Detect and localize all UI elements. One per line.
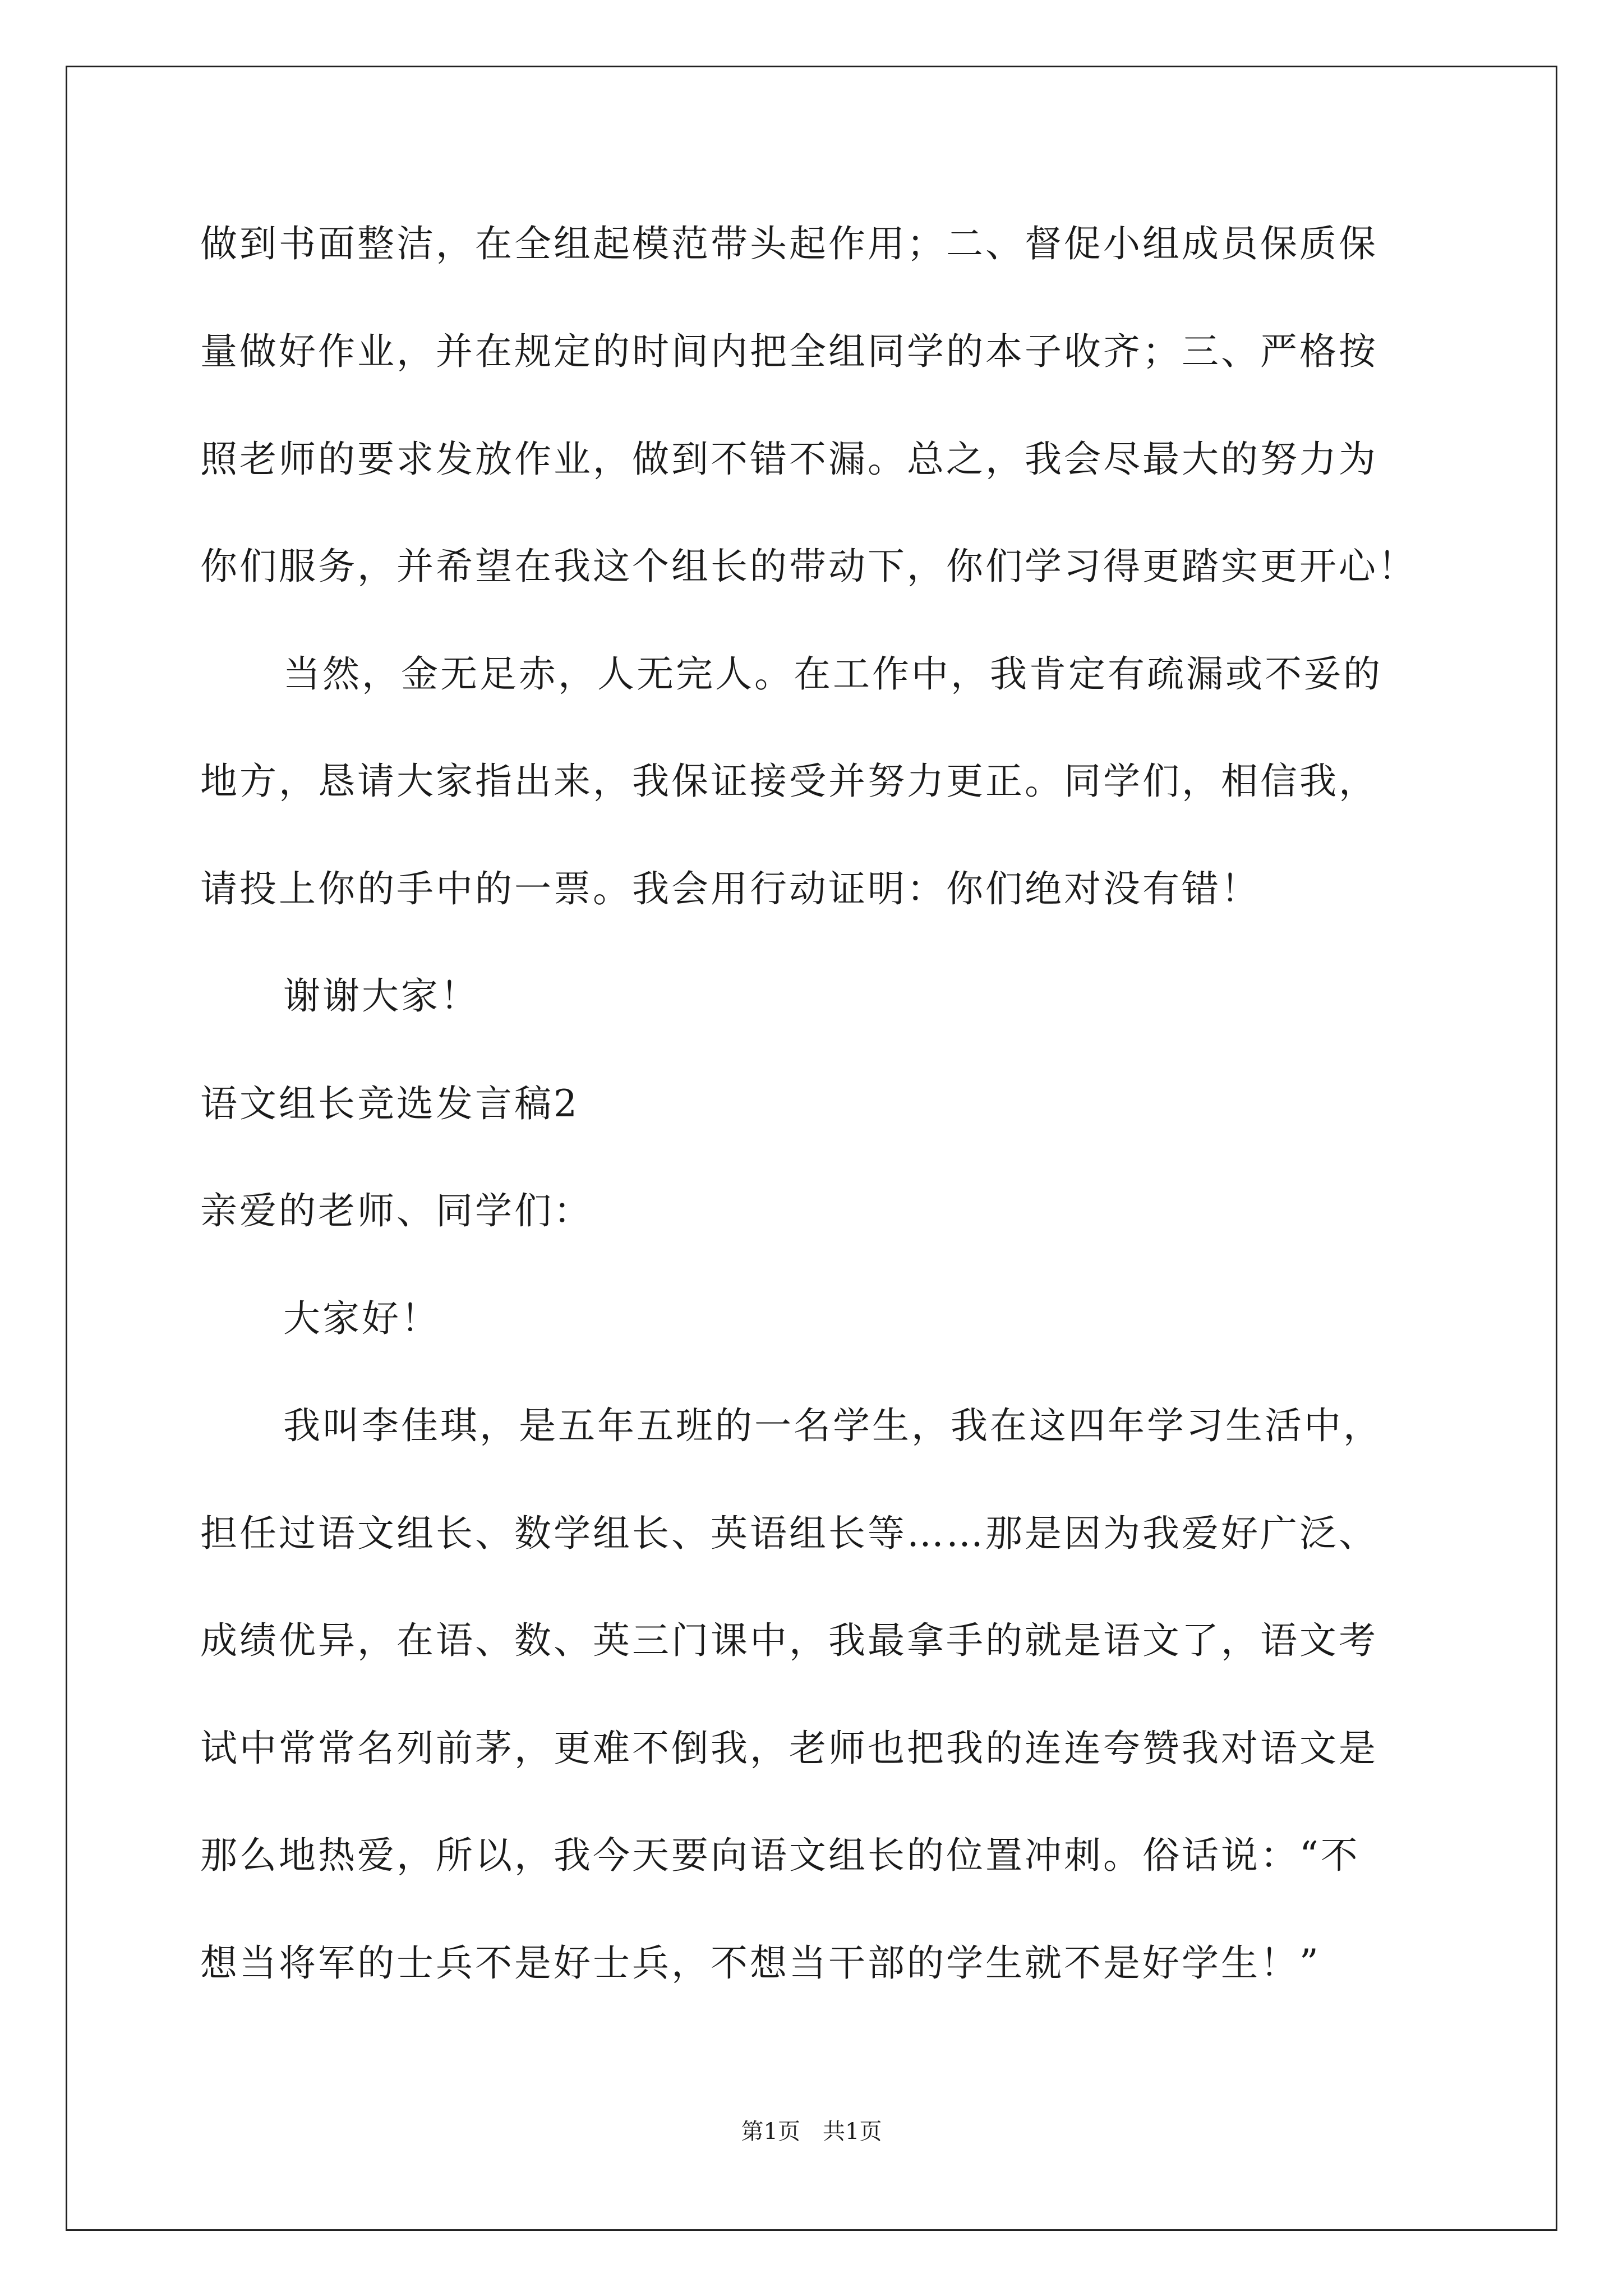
text-line: 地方，恳请大家指出来，我保证接受并努力更正。同学们，相信我， [200, 760, 1378, 803]
text-line: 照老师的要求发放作业，做到不错不漏。总之，我会尽最大的努力为 [200, 438, 1378, 481]
text-line: 做到书面整洁，在全组起模范带头起作用；二、督促小组成员保质保 [200, 222, 1378, 265]
section-heading: 语文组长竞选发言稿2 [200, 1082, 579, 1125]
text-line: 量做好作业，并在规定的时间内把全组同学的本子收齐；三、严格按 [200, 330, 1378, 373]
text-line: 试中常常名列前茅，更难不倒我，老师也把我的连连夸赞我对语文是 [200, 1727, 1378, 1770]
page-number-footer: 第1页 共1页 [741, 2119, 882, 2145]
paragraph-first-line: 我叫李佳琪，是五年五班的一名学生，我在这四年学习生活中， [283, 1404, 1382, 1447]
text-line: 你们服务，并希望在我这个组长的带动下，你们学习得更踏实更开心！ [200, 545, 1417, 588]
text-line: 请投上你的手中的一票。我会用行动证明：你们绝对没有错！ [200, 867, 1260, 910]
paragraph-first-line: 当然，金无足赤，人无完人。在工作中，我肯定有疏漏或不妥的 [283, 652, 1382, 696]
page-border [66, 66, 1557, 2231]
greeting: 大家好！ [283, 1297, 440, 1340]
salutation: 亲爱的老师、同学们： [200, 1189, 593, 1232]
text-line: 担任过语文组长、数学组长、英语组长等……那是因为我爱好广泛、 [200, 1512, 1378, 1555]
closing-thanks: 谢谢大家！ [283, 974, 479, 1018]
text-line: 成绩优异，在语、数、英三门课中，我最拿手的就是语文了，语文考 [200, 1619, 1378, 1662]
text-line: 那么地热爱，所以，我今天要向语文组长的位置冲刺。俗话说：“不 [200, 1834, 1360, 1877]
text-line: 想当将军的士兵不是好士兵，不想当干部的学生就不是好学生！” [200, 1941, 1321, 1985]
